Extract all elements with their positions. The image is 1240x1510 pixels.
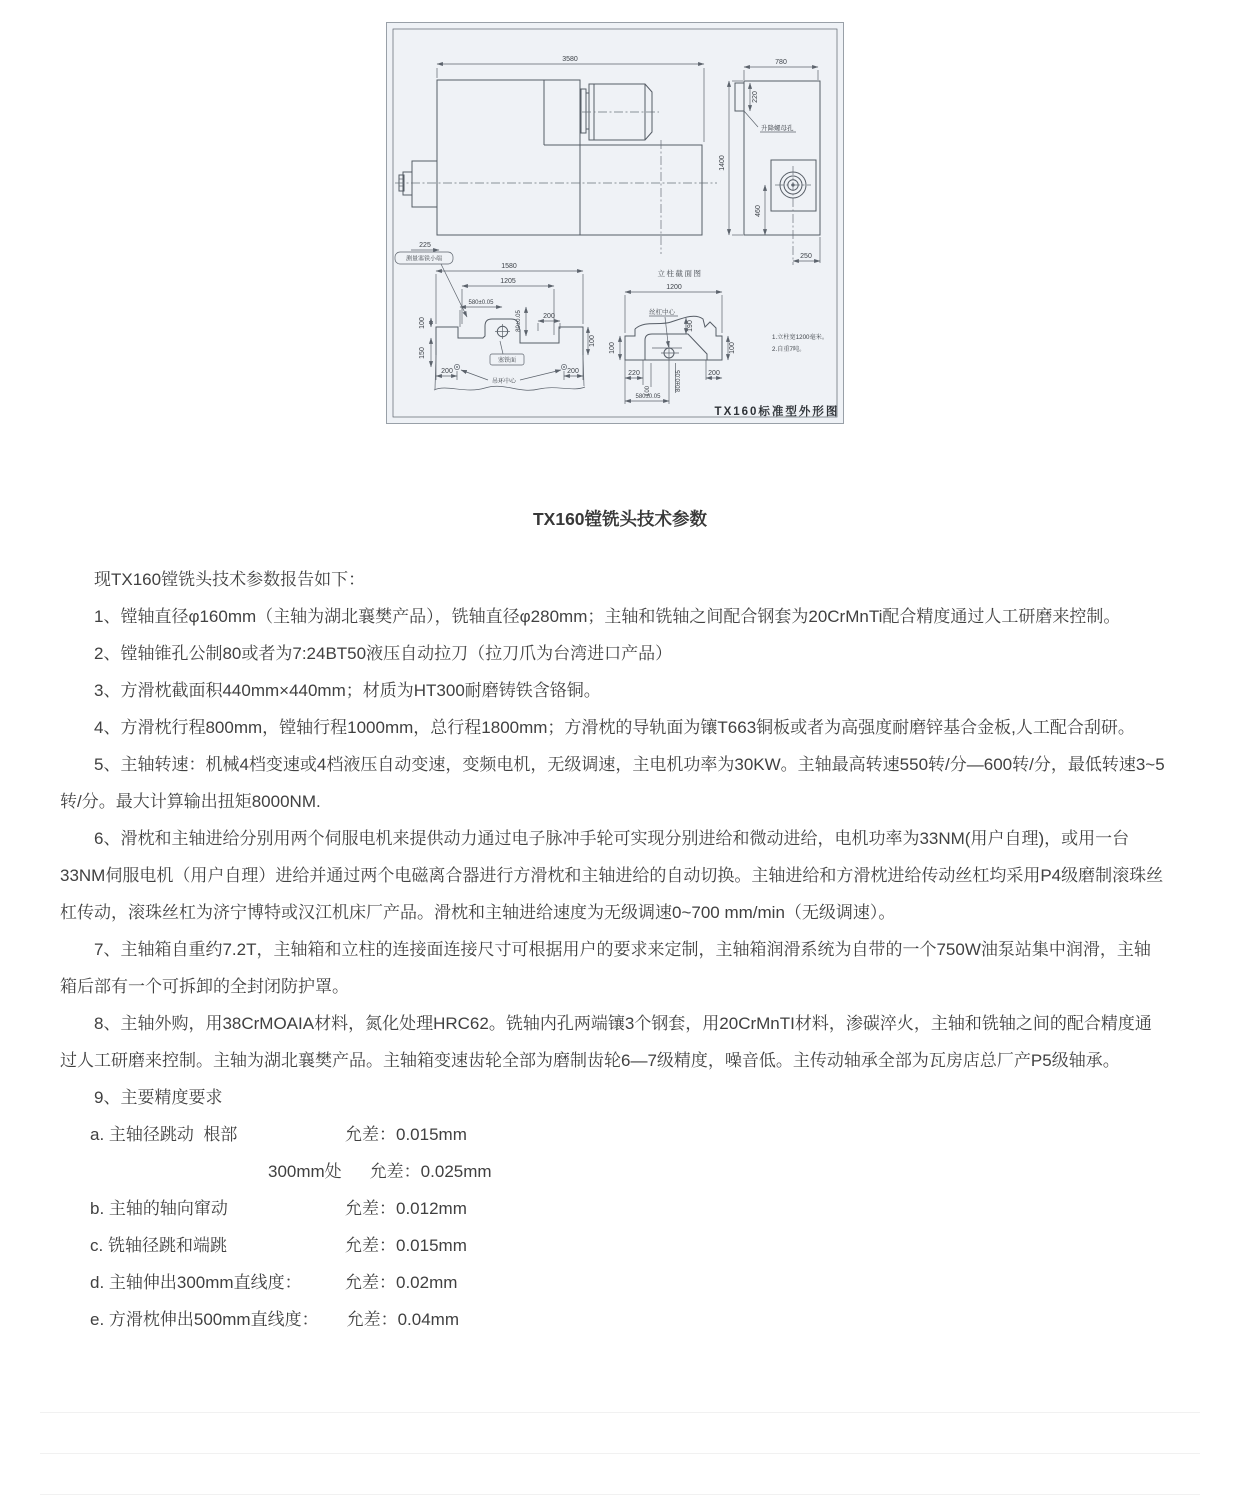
spec-paragraph: 9、主要精度要求 [94, 1088, 223, 1107]
dim-150: 150 [419, 347, 426, 359]
precision-row [60, 1190, 1166, 1227]
precision-label: e. 方滑枕伸出500mm直线度： [90, 1310, 319, 1329]
dim-220: 220 [752, 91, 759, 103]
sheet-frame [393, 29, 837, 417]
dim-100: 100 [729, 342, 736, 354]
spec-paragraphs [60, 598, 1166, 1116]
precision-row [60, 1227, 1166, 1264]
precision-label: c. 铣轴径跳和端跳 [90, 1236, 227, 1255]
dim-780: 780 [775, 59, 787, 66]
spec-paragraph: 4、方滑枕行程800mm，镗轴行程1000mm，总行程1800mm；方滑枕的导轨面为镶T663铜板或者为高强度耐磨锌基合金板,人工配合刮研。 [94, 718, 1135, 737]
precision-value: 允差：0.015mm [345, 1125, 467, 1144]
dim-580: 580±0.05 [635, 394, 661, 400]
column-front-view [719, 59, 820, 265]
intro-line: 现TX160镗铣头技术参数报告如下： [94, 570, 366, 589]
dim-100: 100 [609, 342, 616, 354]
dim-80: 80±0.05 [676, 370, 682, 392]
dim-250: 250 [800, 253, 812, 260]
precision-value: 允差：0.015mm [345, 1236, 467, 1255]
spec-content [60, 561, 1166, 1338]
precision-label: b. 主轴的轴向窜动 [90, 1199, 228, 1218]
dim-1205: 1205 [500, 278, 516, 285]
dim-100: 100 [645, 385, 651, 397]
dim-100: 100 [419, 317, 426, 329]
drawing-caption: TX160标准型外形图 [714, 406, 840, 418]
dim-225: 225 [419, 242, 431, 249]
precision-value: 允差：0.012mm [345, 1199, 467, 1218]
dim-460: 460 [755, 205, 762, 217]
dim-100: 100 [589, 335, 596, 347]
faint-rule [40, 1453, 1200, 1454]
dim-1200: 1200 [666, 284, 682, 291]
label-ring-center: 吊环中心 [491, 379, 517, 385]
drawing-note-1: 1.立柱宽1200毫米。 [772, 334, 829, 341]
spec-paragraph: 1、镗轴直径φ160mm（主轴为湖北襄樊产品），铣轴直径φ280mm；主轴和铣轴之间配合钢套为20CrMnTi配合精度通过人工研磨来控制。 [94, 607, 1121, 626]
precision-row [60, 1264, 1166, 1301]
label-measure-wedge: 测量塞铁小端 [405, 256, 443, 263]
spec-paragraph: 2、镗轴锥孔公制80或者为7:24BT50液压自动拉刀（拉刀爪为台湾进口产品） [94, 644, 673, 663]
precision-row [60, 1301, 1166, 1338]
precision-label: a. 主轴径跳动 根部 [90, 1125, 238, 1144]
section-view-title: 立柱截面图 [657, 269, 703, 278]
precision-label: d. 主轴伸出300mm直线度： [90, 1273, 302, 1292]
column-section-view [609, 268, 839, 418]
dim-200: 200 [708, 370, 720, 377]
ram-section-view [419, 263, 596, 390]
faint-rule [40, 1412, 1200, 1413]
spec-paragraph: 8、主轴外购，用38CrMOAIA材料，氮化处理HRC62。铣轴内孔两端镶3个钢套，用20CrMnTI材料，渗碳淬火，主轴和铣轴之间的配合精度通过人工研磨来控制。主轴为湖北襄樊产品。主轴箱变速齿轮全部为磨制齿轮6—7级精度，噪音低。主传动轴承全部为瓦房店总厂产P5级轴承。 [60, 1014, 1152, 1070]
precision-value: 允差：0.02mm [345, 1273, 458, 1292]
dim-200: 200 [567, 368, 579, 375]
dim-200: 200 [441, 368, 453, 375]
spec-paragraph: 6、滑枕和主轴进给分别用两个伺服电机来提供动力通过电子脉冲手轮可实现分别进给和微动进给，电机功率为33NM(用户自理)，或用一台33NM伺服电机（用户自理）进给并通过两个电磁离合器进行方滑枕和主轴进给的自动切换。主轴进给和方滑枕进给传动丝杠均采用P4级磨制滚珠丝杠传动，滚珠丝杠为济宁博特或汉江机床厂产品。滑枕和主轴进给速度为无级调速0~700 mm/min（无级调速）。 [60, 829, 1164, 922]
dim-190: 190 [687, 320, 694, 332]
dim-3580: 3580 [562, 56, 578, 63]
drawing-note-2: 2.自重7吨。 [772, 346, 806, 353]
label-screw-center: 丝杠中心 [649, 309, 675, 316]
precision-row [60, 1153, 1166, 1190]
faint-rule [40, 1494, 1200, 1495]
dim-200: 200 [543, 313, 555, 320]
spec-paragraph: 3、方滑枕截面积440mm×440mm；材质为HT300耐磨铸铁含铬铜。 [94, 681, 601, 700]
precision-label: 300mm处 [268, 1162, 342, 1181]
spec-paragraph: 5、主轴转速：机械4档变速或4档液压自动变速，变频电机，无级调速，主电机功率为30KW。主轴最高转速550转/分—600转/分，最低转速3~5转/分。最大计算输出扭矩8000NM. [60, 755, 1165, 811]
dim-220: 220 [628, 370, 640, 377]
label-wedge-face: 塞铁面 [497, 358, 517, 364]
spec-paragraph: 7、主轴箱自重约7.2T，主轴箱和立柱的连接面连接尺寸可根据用户的要求来定制，主轴箱润滑系统为自带的一个750W油泵站集中润滑，主轴箱后部有一个可拆卸的全封闭防护罩。 [60, 940, 1151, 996]
engineering-drawing [386, 22, 844, 424]
dim-580: 580±0.05 [468, 300, 494, 306]
label-lift-nut-hole: 升降螺母孔 [761, 125, 794, 132]
dim-1580: 1580 [501, 263, 517, 270]
drawing-canvas [387, 23, 843, 423]
dim-80: 80±0.05 [516, 310, 522, 332]
precision-row [60, 1116, 1166, 1153]
page-title: TX160镗铣头技术参数 [532, 508, 708, 529]
precision-value: 允差：0.025mm [369, 1162, 492, 1181]
dim-1400: 1400 [719, 155, 726, 171]
precision-list [60, 1116, 1166, 1338]
precision-value: 允差：0.04mm [346, 1310, 460, 1329]
